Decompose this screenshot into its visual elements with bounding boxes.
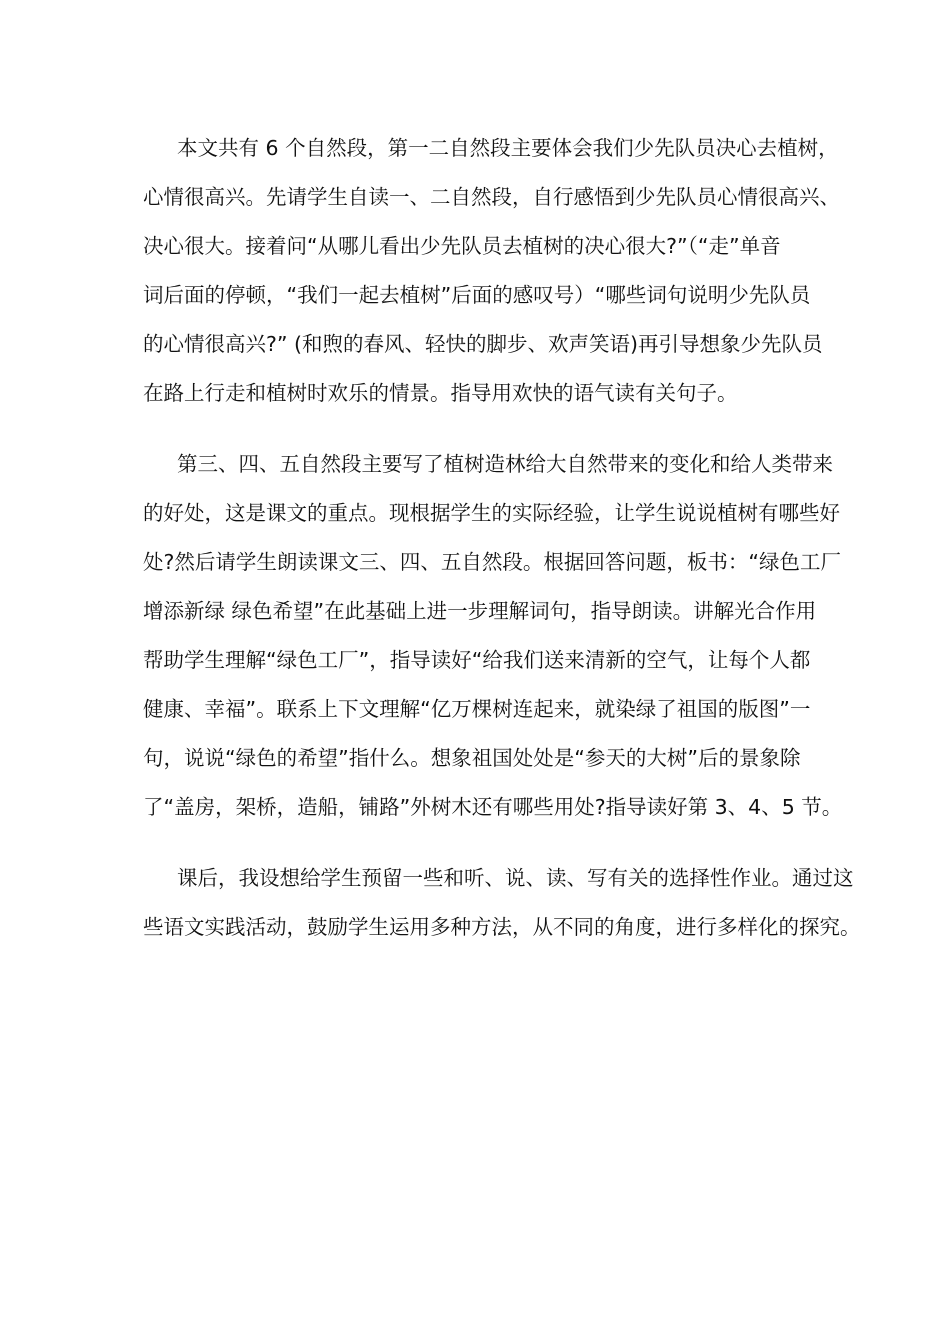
paragraph-line: 决心很大。接着问“从哪儿看出少先队员去植树的决心很大?”（“走”单音 xyxy=(143,234,781,258)
paragraph-spacer xyxy=(143,832,827,854)
paragraph-line: 些语文实践活动，鼓励学生运用多种方法，从不同的角度，进行多样化的探究。 xyxy=(143,915,861,939)
paragraph-line: 处?然后请学生朗读课文三、四、五自然段。根据回答问题，板书：“绿色工厂 xyxy=(143,550,841,574)
paragraph-line: 课后，我设想给学生预留一些和听、说、读、写有关的选择性作业。通过这 xyxy=(177,866,854,890)
paragraph-line: 增添新绿 绿色希望”在此基础上进一步理解词句，指导朗读。讲解光合作用 xyxy=(143,599,817,623)
paragraph-line: 词后面的停顿，“我们一起去植树”后面的感叹号）“哪些词句说明少先队员 xyxy=(143,283,811,307)
paragraph-line: 了“盖房，架桥，造船，铺路”外树木还有哪些用处?指导读好第 3、4、5 节。 xyxy=(143,795,843,819)
paragraph-line: 第三、四、五自然段主要写了植树造林给大自然带来的变化和给人类带来 xyxy=(177,452,833,476)
paragraph-line: 句，说说“绿色的希望”指什么。想象祖国处处是“参天的大树”后的景象除 xyxy=(143,746,801,770)
paragraph-1 xyxy=(143,124,840,418)
paragraph-line: 健康、幸福”。联系上下文理解“亿万棵树连起来，就染绿了祖国的版图”一 xyxy=(143,697,811,721)
paragraph-line: 的心情很高兴?” (和煦的春风、轻快的脚步、欢声笑语)再引导想象少先队员 xyxy=(143,332,823,356)
paragraph-line: 帮助学生理解“绿色工厂”，指导读好“给我们送来清新的空气，让每个人都 xyxy=(143,648,811,672)
paragraph-spacer xyxy=(143,418,827,440)
paragraph-3 xyxy=(143,854,861,952)
paragraph-line: 本文共有 6 个自然段，第一二自然段主要体会我们少先队员决心去植树， xyxy=(177,136,839,160)
paragraph-line: 心情很高兴。先请学生自读一、二自然段，自行感悟到少先队员心情很高兴、 xyxy=(143,185,840,209)
document-body xyxy=(143,124,861,952)
paragraph-2 xyxy=(143,440,843,832)
paragraph-line: 的好处，这是课文的重点。现根据学生的实际经验，让学生说说植树有哪些好 xyxy=(143,501,840,525)
paragraph-line: 在路上行走和植树时欢乐的情景。指导用欢快的语气读有关句子。 xyxy=(143,381,738,405)
